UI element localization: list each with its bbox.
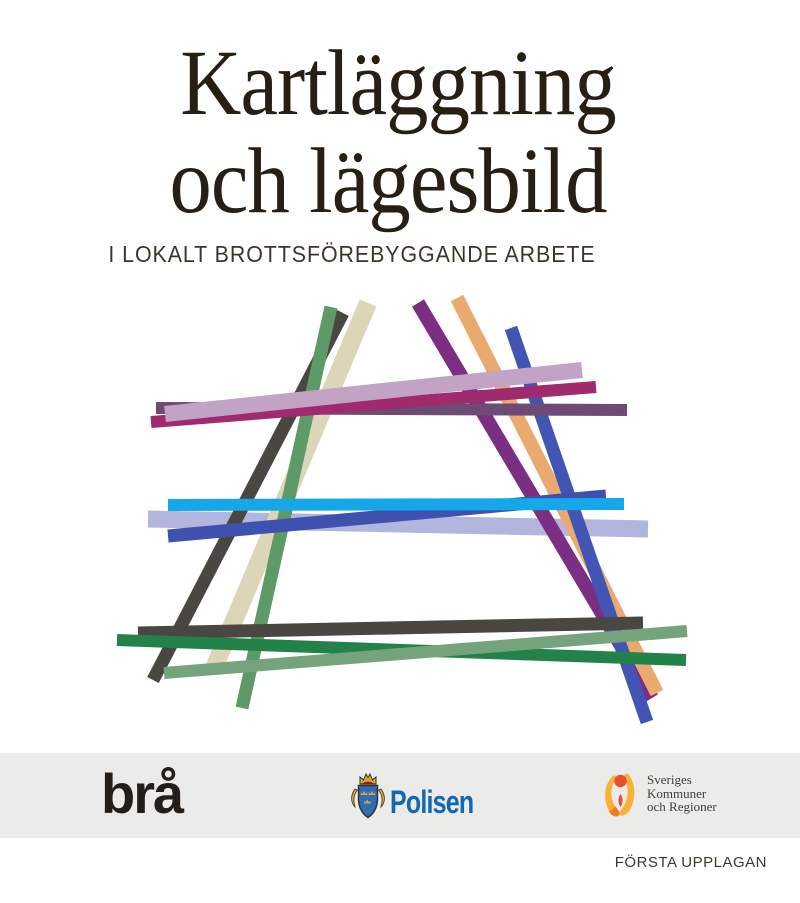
cover-title-line1: Kartläggning — [180, 32, 616, 135]
skr-wordmark-line2: Kommuner — [647, 785, 707, 801]
skr-wordmark-line1: Sveriges — [647, 772, 692, 787]
polisen-logo — [348, 769, 488, 823]
polisen-wordmark: Polisen — [390, 784, 474, 820]
bra-logo: brå — [101, 762, 183, 825]
skr-leaf — [618, 794, 622, 807]
cover-subtitle: I LOKALT BROTTSFÖREBYGGANDE ARBETE — [108, 241, 596, 267]
skr-wordmark-line3: och Regioner — [647, 799, 717, 814]
skr-head-dot — [614, 775, 626, 787]
skr-mark-icon — [600, 769, 640, 823]
skr-logo — [600, 769, 740, 823]
edition-label: FÖRSTA UPPLAGAN — [614, 854, 767, 871]
cover-title-line2: och lägesbild — [169, 130, 607, 233]
stick-cyan-horizontal — [168, 504, 624, 505]
crest-right-scroll — [379, 789, 385, 807]
crest-left-scroll — [352, 789, 358, 807]
skr-wordmark — [647, 773, 717, 814]
polisen-crest-icon — [348, 769, 388, 823]
stick-charcoal-horizontal — [138, 623, 643, 633]
